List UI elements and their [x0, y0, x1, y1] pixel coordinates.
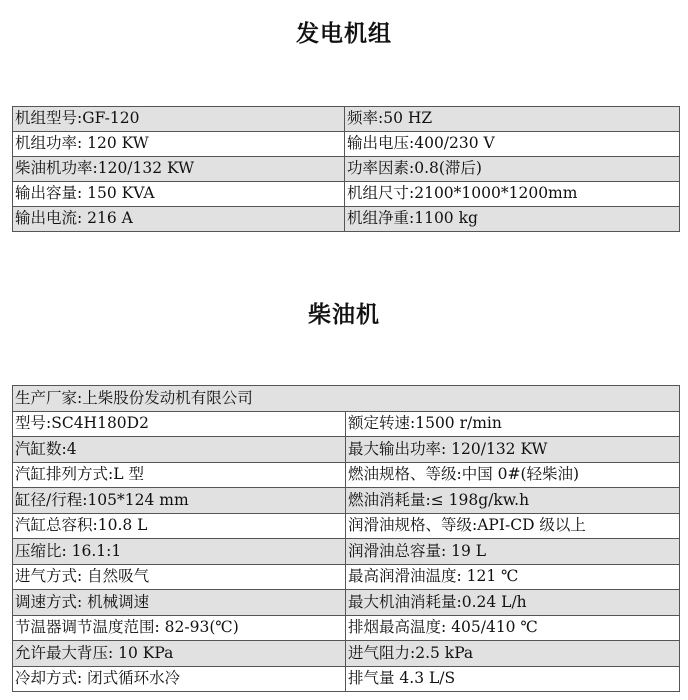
table-row [13, 590, 680, 616]
table-row [13, 207, 680, 232]
table-row [13, 386, 680, 412]
spec-cell: 最大机油消耗量:0.24 L/h [346, 590, 680, 616]
spec-cell: 冷却方式: 闭式循环水冷 [13, 666, 346, 692]
table-row [13, 564, 680, 590]
spec-cell: 最高润滑油温度: 121 ℃ [346, 564, 680, 590]
table-row [13, 539, 680, 565]
table-row [13, 437, 680, 463]
spec-cell: 允许最大背压: 10 KPa [13, 641, 346, 667]
spec-cell: 柴油机功率:120/132 KW [13, 157, 345, 182]
table-row [13, 641, 680, 667]
table-row [13, 666, 680, 692]
spec-cell: 机组型号:GF-120 [13, 107, 345, 132]
spec-cell: 输出容量: 150 KVA [13, 182, 345, 207]
spec-cell: 最大输出功率: 120/132 KW [346, 437, 680, 463]
table-row [13, 182, 680, 207]
spec-cell: 压缩比: 16.1:1 [13, 539, 346, 565]
generator-spec-table [12, 106, 680, 232]
table-row [13, 513, 680, 539]
table-row [13, 132, 680, 157]
table-row [13, 462, 680, 488]
spec-cell: 型号:SC4H180D2 [13, 411, 346, 437]
spec-cell: 节温器调节温度范围: 82-93(℃) [13, 615, 346, 641]
table-row [13, 107, 680, 132]
spec-cell: 汽缸总容积:10.8 L [13, 513, 346, 539]
table-row [13, 615, 680, 641]
spec-cell: 缸径/行程:105*124 mm [13, 488, 346, 514]
spec-cell: 输出电压:400/230 V [345, 132, 680, 157]
spec-cell: 机组功率: 120 KW [13, 132, 345, 157]
manufacturer-cell: 生产厂家:上柴股份发动机有限公司 [13, 386, 680, 412]
table-row [13, 488, 680, 514]
spec-cell: 机组尺寸:2100*1000*1200mm [345, 182, 680, 207]
spec-cell: 机组净重:1100 kg [345, 207, 680, 232]
spec-cell: 进气方式: 自然吸气 [13, 564, 346, 590]
spec-cell: 燃油规格、等级:中国 0#(轻柴油) [346, 462, 680, 488]
spec-cell: 排烟最高温度: 405/410 ℃ [346, 615, 680, 641]
spec-cell: 汽缸排列方式:L 型 [13, 462, 346, 488]
table-row [13, 157, 680, 182]
spec-cell: 汽缸数:4 [13, 437, 346, 463]
spec-cell: 输出电流: 216 A [13, 207, 345, 232]
engine-title: 柴油机 [308, 302, 380, 328]
generator-title: 发电机组 [296, 21, 392, 47]
spec-cell: 燃油消耗量:≤ 198g/kw.h [346, 488, 680, 514]
spec-cell: 功率因素:0.8(滞后) [345, 157, 680, 182]
spec-cell: 排气量 4.3 L/S [346, 666, 680, 692]
table-row [13, 411, 680, 437]
spec-cell: 调速方式: 机械调速 [13, 590, 346, 616]
spec-cell: 额定转速:1500 r/min [346, 411, 680, 437]
engine-spec-table [12, 385, 680, 692]
spec-cell: 频率:50 HZ [345, 107, 680, 132]
spec-cell: 进气阻力:2.5 kPa [346, 641, 680, 667]
spec-cell: 润滑油规格、等级:API-CD 级以上 [346, 513, 680, 539]
spec-cell: 润滑油总容量: 19 L [346, 539, 680, 565]
